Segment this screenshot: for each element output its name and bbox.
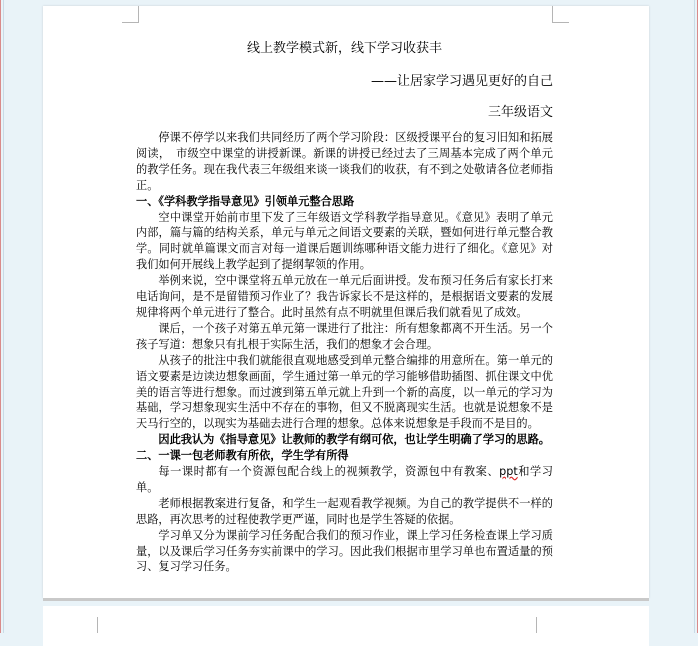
paragraph: 从孩子的批注中我们就能很直观地感受到单元整合编排的用意所在。第一单元的语文要素是边读边想象画面，学生通过第一单元的学习能够借助插图、抓住课文中优美的语言等进行想象。而过渡到第五单元就上升到一个新的高度，以一单元的学习为基础，学习想象现实生活中不存在的事物，但又不脱离现实生活。也就是说想象不是天马行空的，以现实为基础去进行合理的想象。总体来说想象是手段而不是目的。 bbox=[136, 353, 553, 431]
paragraph: 老师根据教案进行复备，和学生一起观看教学视频。为自己的教学提供不一样的思路，再次思考的过程使教学更严谨，同时也是学生答疑的依据。 bbox=[136, 496, 553, 526]
paragraph-text: 每一课时都有一个资源包配合线上的视频教学，资源包中有教案、 bbox=[158, 465, 500, 479]
window-edge-left bbox=[0, 0, 1, 633]
crop-mark-top-right bbox=[552, 6, 569, 23]
paragraph: 停课不停学以来我们共同经历了两个学习阶段：区级授课平台的复习旧知和拓展阅读， 市级空中课堂的讲授新课。新课的讲授已经过去了三周基本完成了两个单元的教学任务。现在我代表三年级组来谈一谈我们的收获，有不到之处敬请各位老师指正。 bbox=[136, 131, 553, 192]
paragraph: 举例来说，空中课堂将五单元放在一单元后面讲授。发布预习任务后有家长打来电话询问，是不是留错预习作业了？我告诉家长不是这样的，是根据语文要素的发展规律将两个单元进行了整合。此时虽然有点不明就里但课后我们就看见了成效。 bbox=[136, 274, 553, 319]
paragraph: 空中课堂开始前市里下发了三年级语文学科教学指导意见。《意见》表明了单元内部，篇与篇的结构关系，单元与单元之间语文要素的关联，暨如何进行单元整合教学。同时就单篇课文而言对每一道课后题训练哪种语文能力进行了细化。《意见》对我们如何开展线上教学起到了提纲挈领的作用。 bbox=[136, 210, 553, 272]
page-shadow bbox=[43, 598, 649, 601]
document-page[interactable] bbox=[43, 6, 649, 598]
window-edge-right-inner bbox=[694, 0, 695, 633]
document-body bbox=[136, 130, 553, 575]
ppt-word: ppt bbox=[499, 465, 518, 479]
paragraph: 课后，一个孩子对第五单元第一课进行了批注：所有想象都离不开生活。另一个孩子写道：想象只有扎根于实际生活，我们的想象才会合理。 bbox=[136, 321, 553, 351]
window-edge-left-inner bbox=[3, 0, 4, 633]
bold-paragraph: 因此我认为《指导意见》让教师的教学有纲可依，也让学生明确了学习的思路。 bbox=[158, 433, 550, 447]
paragraph-text: 和学习单。 bbox=[136, 465, 553, 494]
crop-mark-bottom-right bbox=[535, 617, 537, 633]
next-page[interactable] bbox=[43, 606, 649, 646]
document-subtitle: ——让居家学习遇见更好的自己 bbox=[370, 74, 553, 89]
paragraph bbox=[136, 464, 553, 496]
paragraph: 学习单又分为课前学习任务配合我们的预习作业，课上学习任务检查课上学习质量，以及课后学习任务夯实前课中的学习。因此我们根据市里学习单也布置适量的预习、复习学习任务。 bbox=[136, 528, 553, 574]
crop-mark-top-left bbox=[122, 6, 139, 23]
document-grade: 三年级语文 bbox=[487, 105, 553, 120]
section-heading: 二、一课一包老师教有所依，学生学有所得 bbox=[136, 449, 349, 463]
document-title: 线上教学模式新，线下学习收获丰 bbox=[246, 41, 442, 56]
section-heading: 一、《学科教学指导意见》引领单元整合思路 bbox=[136, 194, 355, 208]
crop-mark-bottom-left bbox=[96, 617, 98, 633]
